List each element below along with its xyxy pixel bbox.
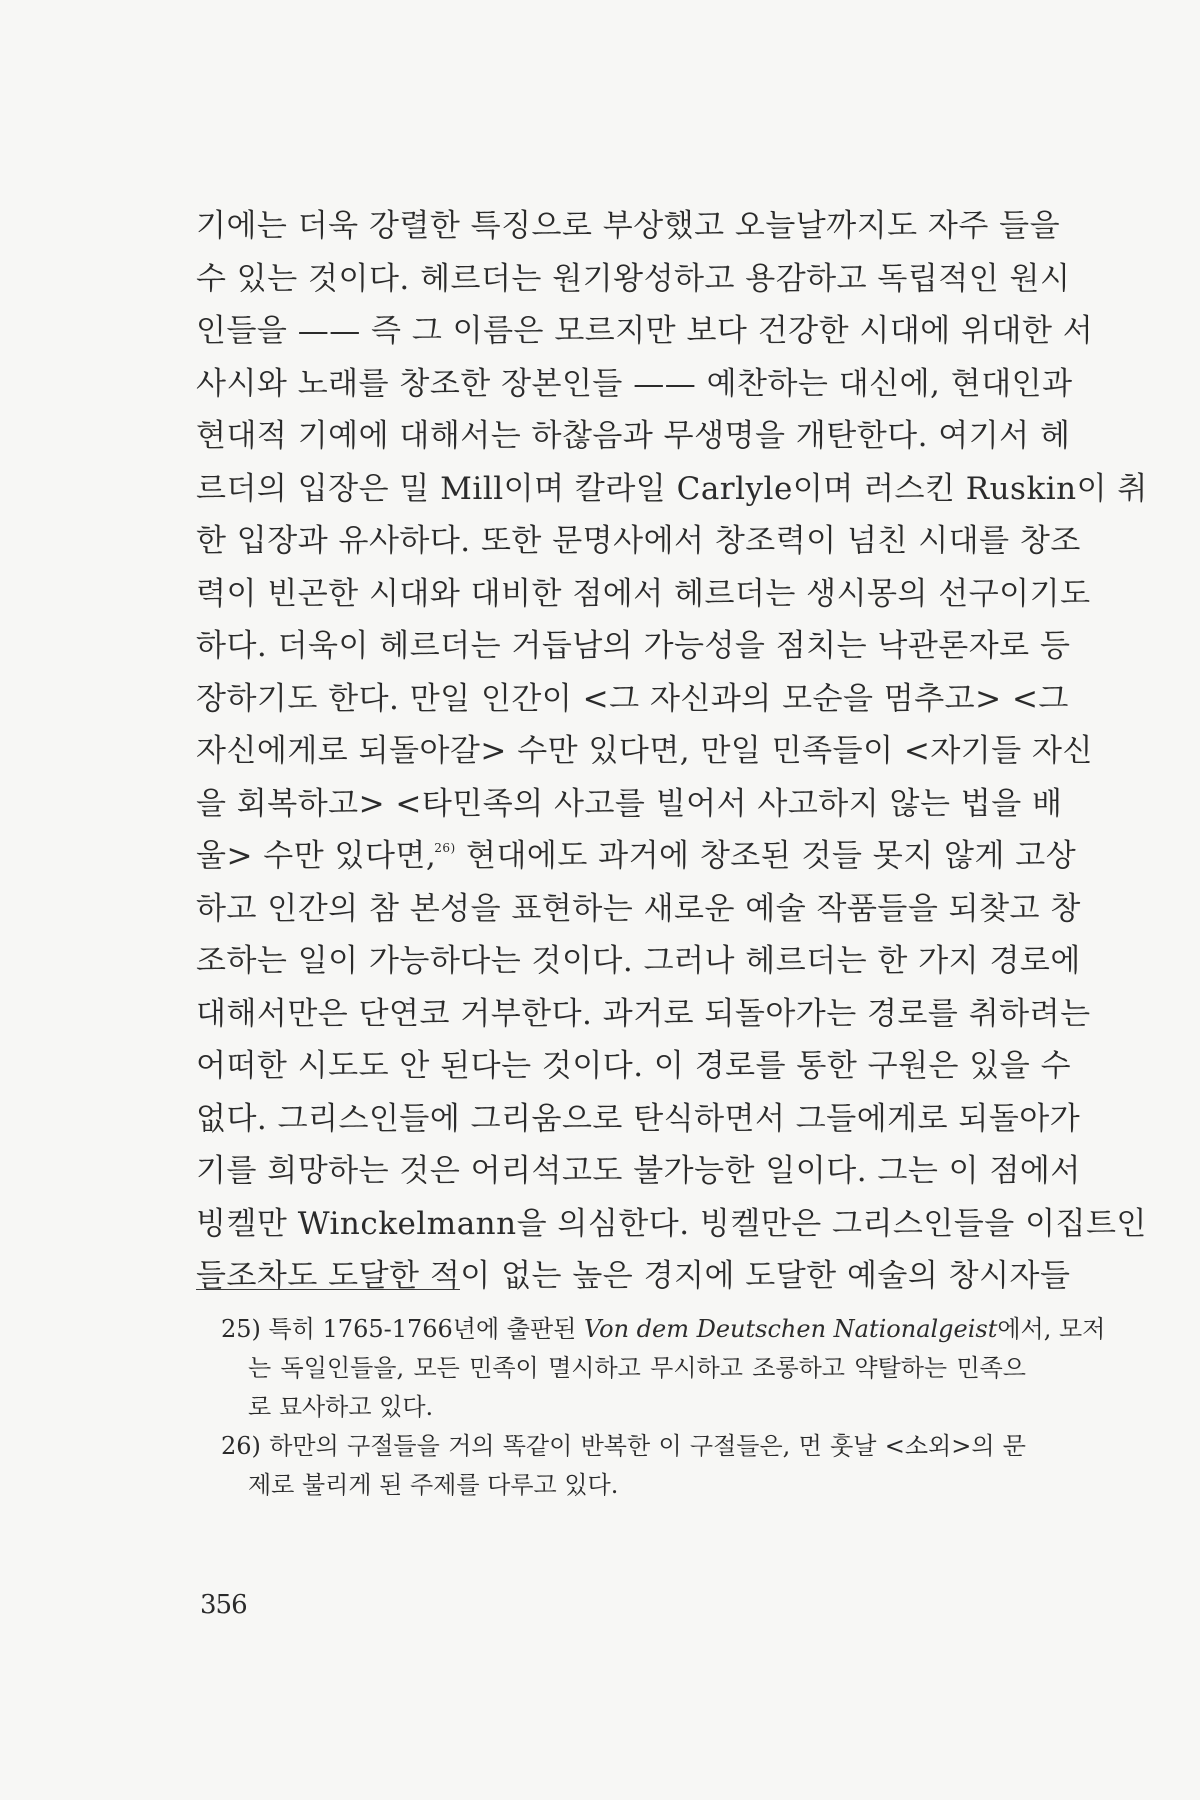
body-line: 르더의 입장은 밀 Mill이며 칼라일 Carlyle이며 러스킨 Ruskin이 취 — [196, 470, 1148, 507]
footnote-italic-title: Von dem Deutschen Nationalgeist — [583, 1315, 998, 1343]
body-line: 조하는 일이 가능하다는 것이다. 그러나 헤르더는 한 가지 경로에 — [196, 943, 1081, 979]
body-line: 들조차도 도달한 적이 없는 높은 경지에 도달한 예술의 창시자들 — [196, 1258, 1071, 1294]
body-line: 어떠한 시도도 안 된다는 것이다. 이 경로를 통한 구원은 있을 수 — [196, 1048, 1072, 1084]
footnotes — [221, 1311, 1106, 1506]
body-line: 력이 빈곤한 시대와 대비한 점에서 헤르더는 생시몽의 선구이기도 — [196, 575, 1091, 612]
footnote-ref-26: 26) — [434, 841, 456, 855]
body-line: 기에는 더욱 강렬한 특징으로 부상했고 오늘날까지도 자주 들을 — [196, 208, 1061, 244]
body-line: 없다. 그리스인들에 그리움으로 탄식하면서 그들에게로 되돌아가 — [196, 1100, 1081, 1137]
body-line: 빙켈만 Winckelmann을 의심한다. 빙켈만은 그리스인들을 이집트인 — [196, 1205, 1147, 1242]
footnote-26: 26) 하만의 구절들을 거의 똑같이 반복한 이 구절들은, 먼 훗날 <소외>의 문 — [221, 1432, 1026, 1460]
footnote-divider — [196, 1289, 460, 1290]
footnote-25-cont: 는 독일인들을, 모든 민족이 멸시하고 무시하고 조롱하고 약탈하는 민족으 — [248, 1354, 1026, 1382]
body-line: 수 있는 것이다. 헤르더는 원기왕성하고 용감하고 독립적인 원시 — [196, 260, 1071, 297]
body-line: 인들을 —— 즉 그 이름은 모르지만 보다 건강한 시대에 위대한 서 — [196, 313, 1094, 349]
footnote-text: 25) 특히 1765-1766년에 출판된 — [221, 1315, 584, 1343]
body-line-text: 현대에도 과거에 창조된 것들 못지 않게 고상 — [455, 838, 1077, 874]
body-text — [196, 204, 1148, 1307]
footnote-26-cont: 제로 불리게 된 주제를 다루고 있다. — [248, 1471, 619, 1499]
body-line: 한 입장과 유사하다. 또한 문명사에서 창조력이 넘친 시대를 창조 — [196, 523, 1081, 559]
page-number: 356 — [200, 1590, 247, 1620]
body-line: 하다. 더욱이 헤르더는 거듭남의 가능성을 점치는 낙관론자로 등 — [196, 628, 1071, 664]
body-line: 기를 희망하는 것은 어리석고도 불가능한 일이다. 그는 이 점에서 — [196, 1153, 1081, 1189]
body-line: 자신에게로 되돌아갈> 수만 있다면, 만일 민족들이 <자기들 자신 — [196, 733, 1093, 769]
body-line: 장하기도 한다. 만일 인간이 <그 자신과의 모순을 멈추고> <그 — [196, 680, 1069, 717]
body-line: 하고 인간의 참 본성을 표현하는 새로운 예술 작품들을 되찾고 창 — [196, 890, 1081, 927]
footnote-25-cont: 로 묘사하고 있다. — [248, 1393, 434, 1421]
body-line: 대해서만은 단연코 거부한다. 과거로 되돌아가는 경로를 취하려는 — [196, 995, 1091, 1032]
body-line-with-footnote-ref — [196, 834, 1077, 878]
body-line: 을 회복하고> <타민족의 사고를 빌어서 사고하지 않는 법을 배 — [196, 785, 1063, 822]
footnote-25 — [221, 1311, 1106, 1347]
body-line: 현대적 기예에 대해서는 하찮음과 무생명을 개탄한다. 여기서 헤 — [196, 418, 1071, 454]
footnote-text: 에서, 모저 — [997, 1315, 1106, 1343]
body-line: 사시와 노래를 창조한 장본인들 —— 예찬하는 대신에, 현대인과 — [196, 365, 1073, 402]
body-line-text: 울> 수만 있다면, — [196, 838, 437, 874]
